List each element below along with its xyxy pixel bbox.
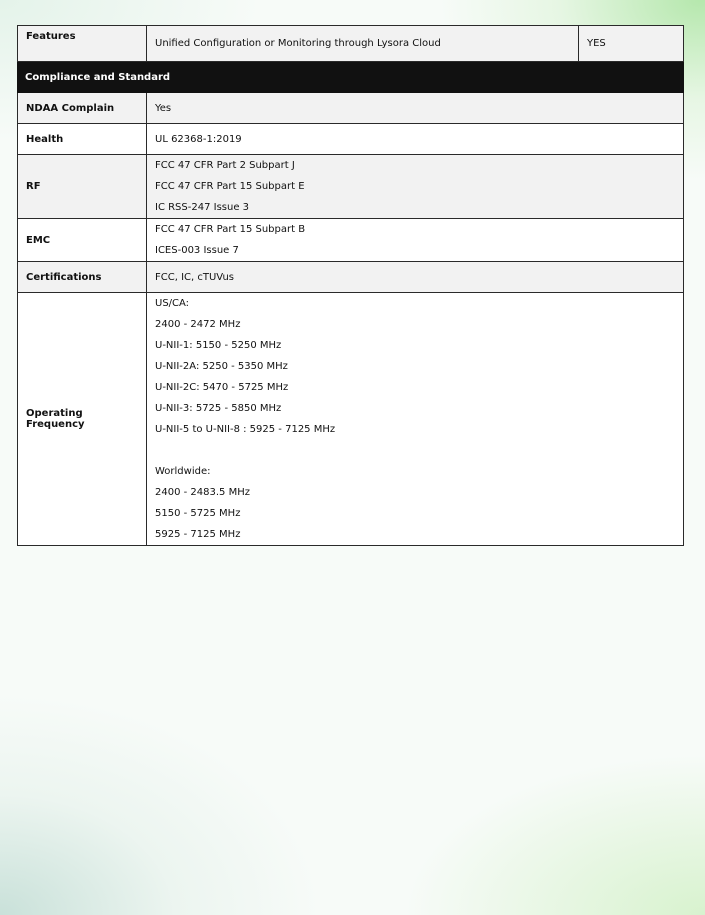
value-line: FCC 47 CFR Part 2 Subpart J — [155, 160, 295, 171]
section-header-row — [18, 62, 684, 93]
section-title: Compliance and Standard — [18, 62, 684, 93]
spec-row — [18, 262, 684, 293]
value-line: Worldwide: — [155, 466, 211, 477]
spec-row — [18, 124, 684, 155]
value-line: 2400 - 2472 MHz — [155, 319, 241, 330]
value-line: FCC 47 CFR Part 15 Subpart E — [155, 181, 305, 192]
spec-row-value — [147, 219, 684, 262]
value-line: U-NII-2C: 5470 - 5725 MHz — [155, 382, 289, 393]
spec-row-label: Health — [18, 124, 147, 155]
spec-row-value — [147, 124, 684, 155]
value-line: U-NII-2A: 5250 - 5350 MHz — [155, 361, 288, 372]
value-line: IC RSS-247 Issue 3 — [155, 202, 250, 213]
value-line: 5150 - 5725 MHz — [155, 508, 241, 519]
value-line: ICES-003 Issue 7 — [155, 245, 239, 256]
spec-row-value — [147, 155, 684, 219]
spec-row — [18, 293, 684, 546]
features-value: Unified Configuration or Monitoring through Lysora Cloud — [147, 26, 579, 62]
value-line: 5925 - 7125 MHz — [155, 529, 241, 540]
features-label: Features — [18, 26, 147, 62]
spec-row — [18, 155, 684, 219]
value-line: FCC 47 CFR Part 15 Subpart B — [155, 224, 306, 235]
spec-rows — [18, 93, 684, 546]
value-line: U-NII-5 to U-NII-8 : 5925 - 7125 MHz — [155, 424, 336, 435]
spec-table — [17, 25, 684, 546]
value-line: UL 62368-1:2019 — [155, 133, 242, 145]
value-line: U-NII-1: 5150 - 5250 MHz — [155, 340, 282, 351]
spec-row — [18, 93, 684, 124]
blank-line — [155, 440, 675, 461]
value-line: FCC, IC, cTUVus — [155, 271, 234, 283]
spec-row-label: Certifications — [18, 262, 147, 293]
features-row — [18, 26, 684, 62]
spec-row — [18, 219, 684, 262]
value-line: Yes — [155, 102, 172, 114]
spec-row-label: Operating Frequency — [18, 293, 147, 546]
features-flag: YES — [579, 26, 684, 62]
spec-row-label: NDAA Complain — [18, 93, 147, 124]
value-line: US/CA: — [155, 298, 190, 309]
value-line: 2400 - 2483.5 MHz — [155, 487, 250, 498]
spec-row-value — [147, 293, 684, 546]
spec-row-value — [147, 93, 684, 124]
value-line: U-NII-3: 5725 - 5850 MHz — [155, 403, 282, 414]
spec-row-label: RF — [18, 155, 147, 219]
spec-row-value — [147, 262, 684, 293]
spec-row-label: EMC — [18, 219, 147, 262]
